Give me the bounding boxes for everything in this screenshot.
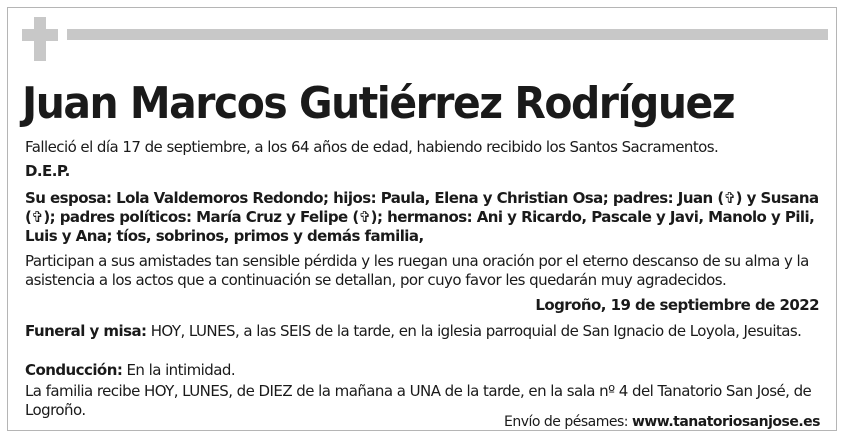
family-reception-info: La familia recibe HOY, LUNES, de DIEZ de la mañana a UNA de la tarde, en la sala nº 4 del Tanatorio San José, de Logroño. xyxy=(25,382,812,419)
decorative-bar xyxy=(67,29,828,40)
conduccion-details: En la intimidad. xyxy=(122,361,236,379)
website-link[interactable]: www.tanatoriosanjose.es xyxy=(631,414,820,430)
funeral-details: HOY, LUNES, a las SEIS de la tarde, en la iglesia parroquial de San Ignacio de Loyola, Jesuitas. xyxy=(146,322,802,340)
participation-text: Participan a sus amistades tan sensible pérdida y les ruegan una oración por el eterno descanso de su alma y la asistencia a los actos que a continuación se detallan, por cuyo favor les quedarán muy agradecidos. xyxy=(25,252,809,289)
dep-label: D.E.P. xyxy=(25,162,70,180)
family-list: Su esposa: Lola Valdemoros Redondo; hijos: Paula, Elena y Christian Osa; padres: Juan (✞) y Susana (✞); padres políticos: María Cruz y Felipe (✞); hermanos: Ani y Ricardo, Pascale y Javi, Manolo y Pili, Luis y Ana; tíos, sobrinos, primos y demás familia, xyxy=(25,189,819,245)
funeral-info xyxy=(25,322,825,341)
death-notice-text: Falleció el día 17 de septiembre, a los 64 años de edad, habiendo recibido los Santos Sacramentos. xyxy=(25,138,719,156)
funeral-label: Funeral y misa: xyxy=(25,322,147,340)
conduccion-label: Conducción: xyxy=(25,361,123,379)
cross-icon xyxy=(22,17,58,61)
condolences-label: Envío de pésames: xyxy=(503,414,632,430)
conduccion-info xyxy=(25,361,825,380)
place-date: Logroño, 19 de septiembre de 2022 xyxy=(535,296,819,314)
deceased-name: Juan Marcos Gutiérrez Rodríguez xyxy=(22,78,735,129)
condolences-line xyxy=(504,414,820,431)
